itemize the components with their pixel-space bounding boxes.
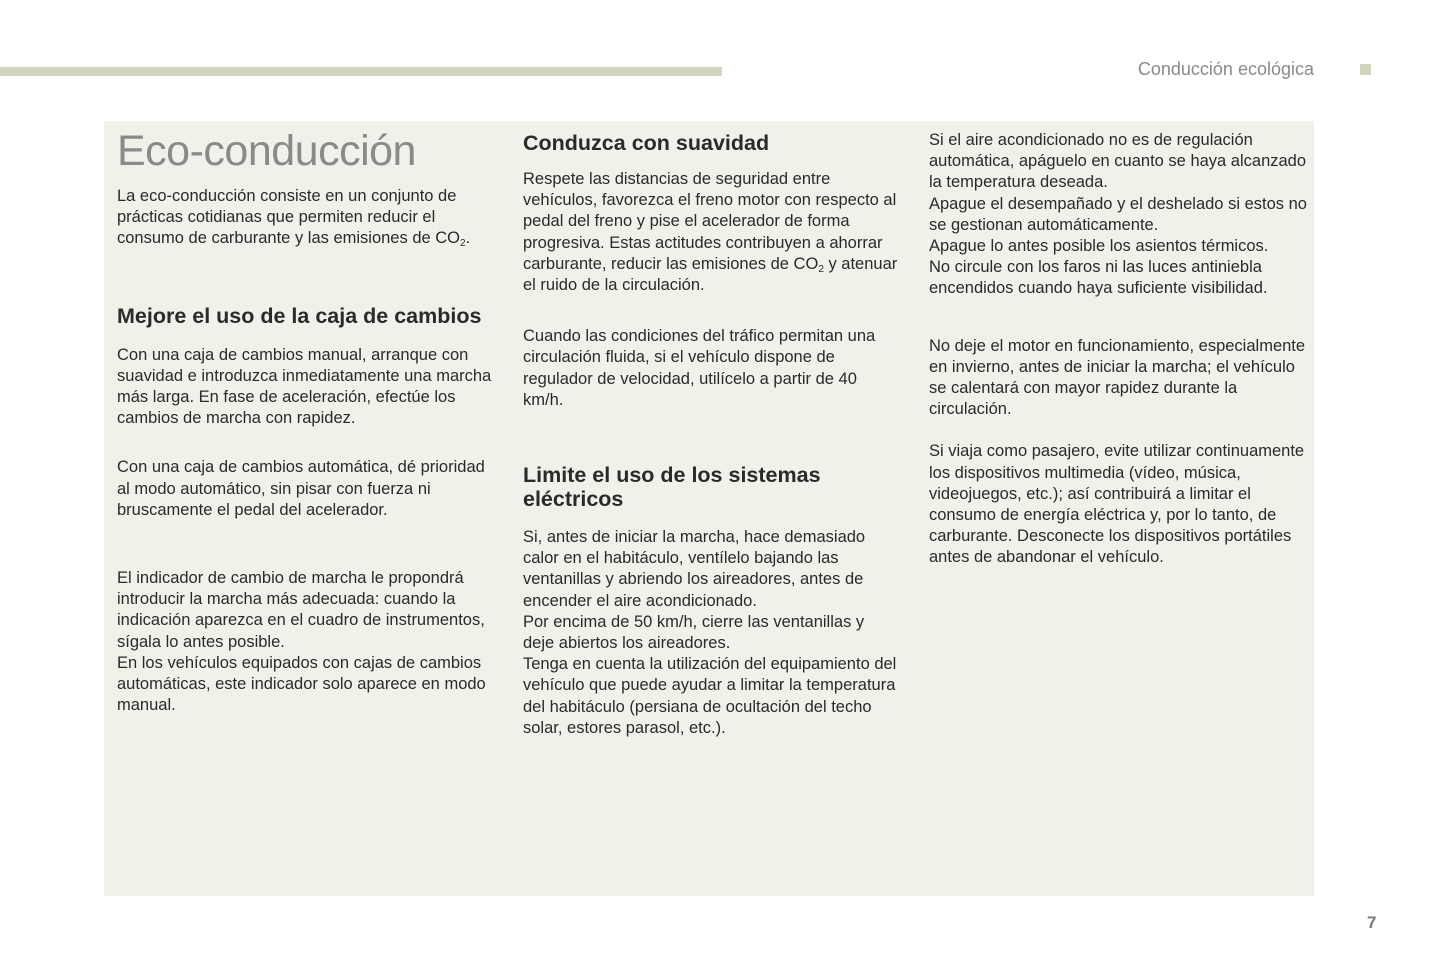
defog-paragraph: Apague el desempañado y el deshelado si estos no se gestionan automáticamente. xyxy=(929,194,1307,234)
column-3 xyxy=(929,121,1309,569)
gearbox-paragraph-automatic-note: En los vehículos equipados con cajas de cambios automáticas, este indicador solo aparece en modo manual. xyxy=(117,653,486,715)
page-number: 7 xyxy=(1367,913,1377,932)
electric-systems-heading: Limite el uso de los sistemas eléctricos xyxy=(523,463,821,512)
gearbox-paragraph-manual: Con una caja de cambios manual, arranque con suavidad e introduzca inmediatamente una marcha más larga. En fase de aceleración, efectúe los cambios de marcha con rapidez. xyxy=(117,345,492,428)
gearbox-heading: Mejore el uso de la caja de cambios xyxy=(117,303,482,328)
electric-paragraph-2: Por encima de 50 km/h, cierre las ventanillas y deje abiertos los aireadores. xyxy=(523,612,865,653)
section-title: Conducción ecológica xyxy=(1137,59,1314,79)
gearbox-paragraph-indicator: El indicador de cambio de marcha le propondrá introducir la marcha más adecuada: cuando la indicación aparezca en el cuadro de instrumentos, sígala lo antes posible. xyxy=(117,569,485,651)
section-marker xyxy=(1360,64,1371,75)
content-panel xyxy=(104,121,1314,896)
electric-paragraph-1: Si, antes de iniciar la marcha, hace demasiado calor en el habitáculo, ventílelo bajando las ventanillas y abriendo los aireadores, antes de encender el aire acondicionado. xyxy=(523,528,866,610)
smooth-driving-paragraph-1: Respete las distancias de seguridad entre vehículos, favorezca el freno motor con respecto al pedal del freno y pise el acelerador de forma progresiva. Estas actitudes contribuyen a ahorrar carburante, reducir las emisiones de $CO_2$ y atenuar el ruido de la circulación. xyxy=(523,170,898,295)
intro-paragraph: La eco-conducción consiste en un conjunto de prácticas cotidianas que permiten reducir el consumo de carburante y las emisiones de $CO_2$. xyxy=(117,187,471,250)
heated-seats-paragraph: Apague lo antes posible los asientos térmicos. xyxy=(929,237,1269,256)
header-rule xyxy=(0,67,722,76)
electric-paragraph-3: Tenga en cuenta la utilización del equipamiento del vehículo que puede ayudar a limitar la temperatura del habitáculo (persiana de ocultación del techo solar, estores parasol, etc.). xyxy=(523,655,897,737)
page-title: Eco-conducción xyxy=(117,127,416,175)
passenger-paragraph: Si viaja como pasajero, evite utilizar continuamente los dispositivos multimedia (vídeo, música, videojuegos, etc.); así contribuirá a limitar el consumo de energía eléctrica y, por lo tanto, de carburante. Desconecte los dispositivos portátiles antes de abandonar el vehículo. xyxy=(929,442,1305,567)
gearbox-paragraph-automatic: Con una caja de cambios automática, dé prioridad al modo automático, sin pisar con fuerza ni bruscamente el pedal del acelerador. xyxy=(117,458,485,519)
engine-idle-paragraph: No deje el motor en funcionamiento, especialmente en invierno, antes de iniciar la marcha; el vehículo se calentará con mayor rapidez durante la circulación. xyxy=(929,336,1306,419)
smooth-driving-heading: Conduzca con suavidad xyxy=(523,131,770,155)
column-2 xyxy=(523,121,898,739)
column-1 xyxy=(117,121,497,716)
ac-paragraph: Si el aire acondicionado no es de regulación automática, apáguelo en cuanto se haya alcanzado la temperatura deseada. xyxy=(929,131,1307,192)
lights-paragraph: No circule con los faros ni las luces antiniebla encendidos cuando haya suficiente visibilidad. xyxy=(929,258,1268,298)
smooth-driving-paragraph-2: Cuando las condiciones del tráfico permitan una circulación fluida, si el vehículo dispone de regulador de velocidad, utilícelo a partir de 40 km/h. xyxy=(523,327,876,409)
